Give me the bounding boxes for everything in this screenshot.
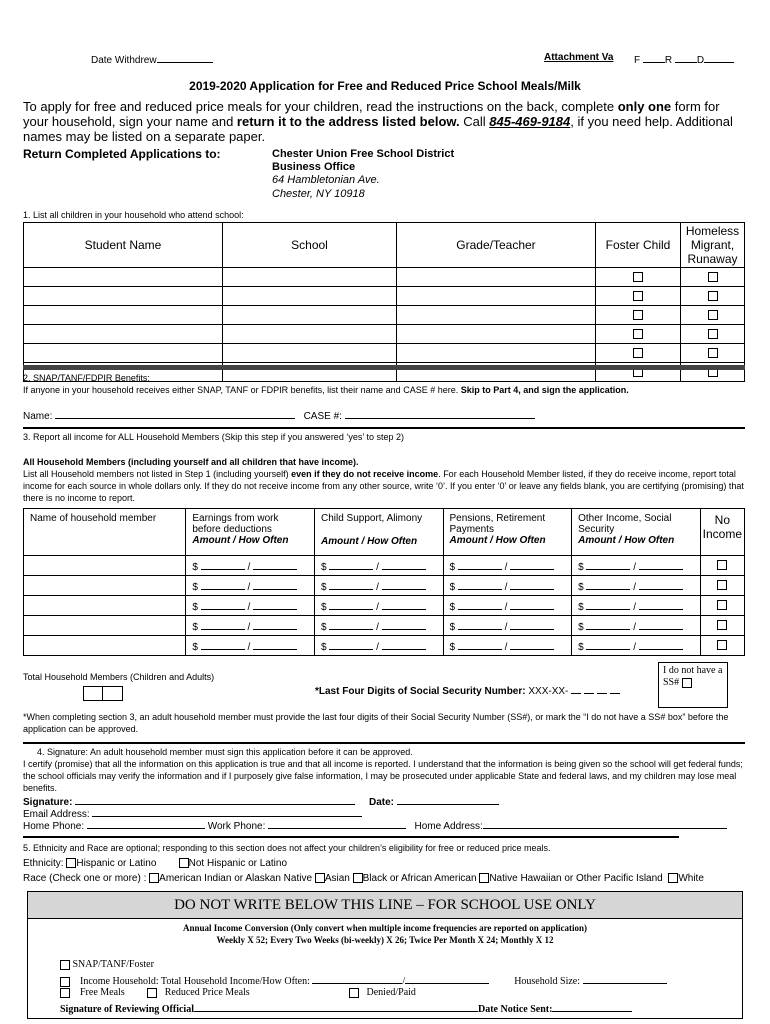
col-pensions: Pensions, Retirement Payments Amount / How Often xyxy=(443,509,572,556)
income-row[interactable]: $ / $ / $ / $ / xyxy=(24,596,745,616)
not-hispanic-checkbox[interactable] xyxy=(179,858,189,868)
date-field[interactable]: Date: xyxy=(369,794,499,808)
denied-option: Denied/Paid xyxy=(349,987,416,998)
office-use-banner: DO NOT WRITE BELOW THIS LINE – FOR SCHOOL USE ONLY xyxy=(27,891,743,919)
reviewer-signature[interactable]: Signature of Reviewing Official xyxy=(60,1001,478,1015)
phone-address-fields[interactable]: Home Phone: Work Phone: Home Address: xyxy=(23,818,727,832)
attachment-label: Attachment Va xyxy=(544,52,614,63)
page-title: 2019-2020 Application for Free and Reduced Price School Meals/Milk xyxy=(189,79,581,93)
signature-field[interactable]: Signature: xyxy=(23,794,355,808)
street-address: 64 Hambletonian Ave. xyxy=(272,174,380,186)
pacific-islander-checkbox[interactable] xyxy=(479,873,489,883)
income-row[interactable]: $ / $ / $ / $ / xyxy=(24,616,745,636)
no-ssn-checkbox[interactable] xyxy=(682,678,692,688)
col-earnings: Earnings from work before deductions Amount / How Often xyxy=(186,509,315,556)
homeless-checkbox[interactable] xyxy=(708,329,718,339)
ethnicity-row: Ethnicity: Hispanic or Latino Not Hispanic or Latino xyxy=(23,858,288,869)
step3-label: 3. Report all income for ALL Household Members (Skip this step if you answered ‘yes’ to step 2) xyxy=(23,432,405,442)
city-address: Chester, NY 10918 xyxy=(272,188,365,200)
income-row[interactable]: $ / $ / $ / $ / xyxy=(24,636,745,656)
step3-heading: All Household Members (including yourself and all children that have income). xyxy=(23,457,359,467)
white-checkbox[interactable] xyxy=(668,873,678,883)
frd-fields: F R D xyxy=(634,52,734,66)
step2-instruction: If anyone in your household receives either SNAP, TANF or FDPIR benefits, list their name and CASE # here. Skip to Part 4, and sign the application. xyxy=(23,385,629,395)
col-household-member: Name of household member xyxy=(24,509,186,556)
denied-checkbox[interactable] xyxy=(349,988,359,998)
child-row[interactable] xyxy=(24,325,745,344)
office-name: Business Office xyxy=(272,161,356,173)
foster-checkbox[interactable] xyxy=(633,291,643,301)
child-row[interactable] xyxy=(24,306,745,325)
black-checkbox[interactable] xyxy=(353,873,363,883)
no-income-checkbox[interactable] xyxy=(717,600,727,610)
step1-label: 1. List all children in your household who attend school: xyxy=(23,210,244,220)
no-income-checkbox[interactable] xyxy=(717,640,727,650)
snap-option: SNAP/TANF/Foster xyxy=(60,959,154,970)
asian-checkbox[interactable] xyxy=(315,873,325,883)
income-row[interactable]: $ / $ / $ / $ / xyxy=(24,576,745,596)
conversion-detail: Weekly X 52; Every Two Weeks (bi-weekly) X 26; Twice Per Month X 24; Monthly X 12 xyxy=(216,935,554,945)
district-name: Chester Union Free School District xyxy=(272,148,455,160)
certification-text: I certify (promise) that all the information on this application is true and that all income is reported. I understand that the information is being given so the school will get federal funds; the school officials may verify the information and if I purposely give false information, I may be prosecuted under applicable State and federal laws, and my children may lose meal benefits. xyxy=(23,759,743,793)
col-student-name: Student Name xyxy=(24,223,223,268)
total-members-input[interactable] xyxy=(83,686,123,701)
homeless-checkbox[interactable] xyxy=(708,272,718,282)
col-no-income: No Income xyxy=(700,509,744,556)
section-divider xyxy=(23,742,745,744)
conversion-title: Annual Income Conversion (Only convert when multiple income frequencies are reported on application) xyxy=(183,923,587,933)
col-grade-teacher: Grade/Teacher xyxy=(397,223,596,268)
foster-checkbox[interactable] xyxy=(633,272,643,282)
income-row[interactable]: $ / $ / $ / $ / xyxy=(24,556,745,576)
section-divider xyxy=(23,365,745,370)
col-foster-child: Foster Child xyxy=(596,223,681,268)
income-table xyxy=(23,508,745,656)
foster-checkbox[interactable] xyxy=(633,348,643,358)
child-row[interactable] xyxy=(24,268,745,287)
snap-name-field[interactable]: Name: CASE #: xyxy=(23,408,535,422)
return-label: Return Completed Applications to: xyxy=(23,147,221,161)
no-income-checkbox[interactable] xyxy=(717,560,727,570)
foster-checkbox[interactable] xyxy=(633,310,643,320)
total-members-label: Total Household Members (Children and Adults) xyxy=(23,672,215,682)
col-other-income: Other Income, Social Security Amount / How Often xyxy=(572,509,701,556)
step3-instructions: List all Household members not listed in Step 1 (including yourself) even if they do not receive income. For each Household Member listed, if they do receive income, report total income for each source in whole dollars only. If they do not receive income from any other source, write ‘0’. If you enter ‘0’ or leave any fields blank, you are certifying (promising) that there is no income to report. xyxy=(23,469,744,503)
section-divider xyxy=(23,836,679,838)
ssn-field[interactable]: *Last Four Digits of Social Security Number: XXX-XX- xyxy=(315,683,620,697)
col-homeless: Homeless Migrant, Runaway xyxy=(681,223,745,268)
income-household-option: Income Household: Total Household Income/How Often: / Household Size: xyxy=(60,973,667,987)
reduced-meals-checkbox[interactable] xyxy=(147,988,157,998)
date-notice-sent[interactable]: Date Notice Sent: xyxy=(478,1001,632,1015)
child-row[interactable] xyxy=(24,287,745,306)
ssn-note: *When completing section 3, an adult household member must provide the last four digits of their Social Security Number (SS#), or mark the “I do not have a SS# box” before the application can be approved. xyxy=(23,712,729,734)
date-withdrew: Date Withdrew xyxy=(91,52,213,66)
race-row: Race (Check one or more) : American Indian or Alaskan Native Asian Black or African American Native Hawaiian or Other Pacific Island White xyxy=(23,873,704,884)
hispanic-checkbox[interactable] xyxy=(66,858,76,868)
american-indian-checkbox[interactable] xyxy=(149,873,159,883)
step2-label: 2. SNAP/TANF/FDPIR Benefits: xyxy=(23,373,150,383)
homeless-checkbox[interactable] xyxy=(708,291,718,301)
no-income-checkbox[interactable] xyxy=(717,620,727,630)
snap-checkbox[interactable] xyxy=(60,960,70,970)
homeless-checkbox[interactable] xyxy=(708,310,718,320)
children-table xyxy=(23,222,745,382)
no-income-checkbox[interactable] xyxy=(717,580,727,590)
step5-label: 5. Ethnicity and Race are optional; responding to this section does not affect your children’s eligibility for free or reduced price meals. xyxy=(23,843,551,853)
col-school: School xyxy=(223,223,397,268)
child-row[interactable] xyxy=(24,344,745,363)
foster-checkbox[interactable] xyxy=(633,329,643,339)
homeless-checkbox[interactable] xyxy=(708,348,718,358)
email-field[interactable]: Email Address: xyxy=(23,806,362,820)
no-ssn-box[interactable]: I do not have a SS# xyxy=(658,662,728,708)
determination-options: Free Meals Reduced Price Meals xyxy=(60,987,250,998)
free-meals-checkbox[interactable] xyxy=(60,988,70,998)
step4-label: 4. Signature: An adult household member must sign this application before it can be approved. xyxy=(37,747,413,757)
col-child-support: Child Support, Alimony Amount / How Often xyxy=(314,509,443,556)
intro-paragraph: To apply for free and reduced price meals for your children, read the instructions on the back, complete only one form for your household, sign your name and return it to the address listed below. Call 845-469-9184, if you need help. Additional names may be listed on a separate paper. xyxy=(23,99,733,144)
income-household-checkbox[interactable] xyxy=(60,977,70,987)
section-divider xyxy=(23,427,745,429)
